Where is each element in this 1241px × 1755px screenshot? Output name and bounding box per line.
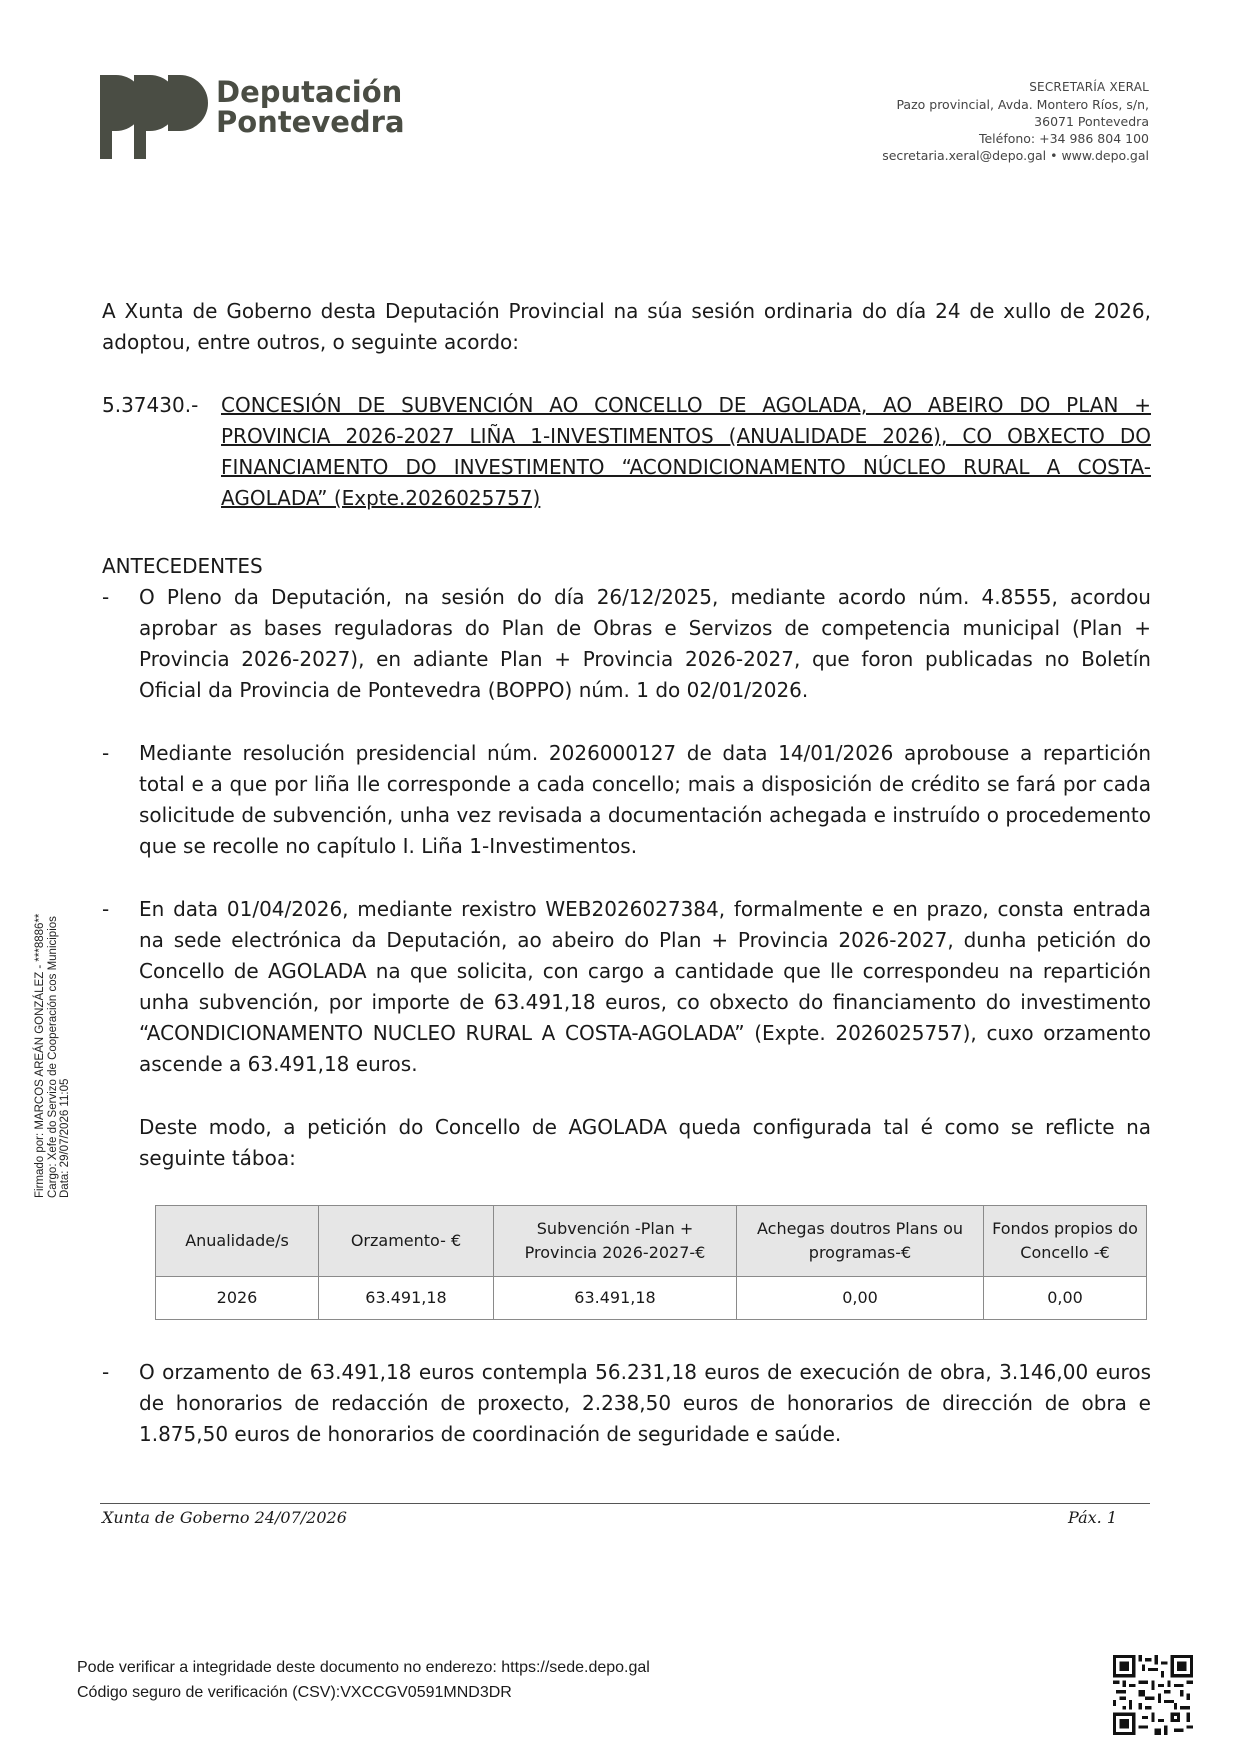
- column-header: Fondos propios do Concello -€: [984, 1206, 1147, 1277]
- footer-session: Xunta de Goberno 24/07/2026: [102, 1508, 347, 1527]
- table-row: [156, 1277, 1147, 1320]
- agreement: [102, 390, 1151, 514]
- bullet-dash: -: [102, 741, 110, 765]
- list-item-text: En data 01/04/2026, mediante rexistro WEB2026027384, formalmente e en prazo, consta entrada na sede electrónica da Deputación, ao abeiro do Plan + Provincia 2026-2027, dunha petición do Concello de AGOLADA na que solicita, con cargo a cantidade que lle correspondeu na repartición unha subvención, por importe de 63.491,18 euros, co obxecto do financiamento do investimento “ACONDICIONAMENTO NUCLEO RURAL A COSTA-AGOLADA” (Expte. 2026025757), cuxo orzamento ascende a 63.491,18 euros.: [139, 897, 1151, 1076]
- column-header: Achegas doutros Plans ou programas-€: [737, 1206, 984, 1277]
- list-item: [102, 582, 1151, 706]
- list-item-text: O Pleno da Deputación, na sesión do día 26/12/2025, mediante acordo núm. 4.8555, acordou aprobar as bases reguladoras do Plan de Obras e Servizos de competencia municipal (Plan + Provincia 2026-2027), en adiante Plan + Provincia 2026-2027, que foron publicadas no Boletín Oficial da Provincia de Pontevedra (BOPPO) núm. 1 do 02/01/2026.: [139, 585, 1151, 702]
- column-header: Orzamento- €: [319, 1206, 494, 1277]
- list-item-text: Mediante resolución presidencial núm. 2026000127 de data 14/01/2026 aprobouse a repartición total e a que por liña lle corresponde a cada concello; mais a disposición de crédito se fará por cada solicitude de subvención, unha vez revisada a documentación achegada e instruído o procedemento que se recolle no capítulo I. Liña 1-Investimentos.: [139, 741, 1151, 858]
- list-item: [102, 738, 1151, 862]
- verification-url: Pode verificar a integridade deste documento no enderezo: https://sede.depo.gal: [77, 1659, 650, 1676]
- logo-mark-icon: [98, 73, 208, 163]
- header-address: [882, 79, 1149, 164]
- table-header-row: [156, 1206, 1147, 1277]
- table-cell: 0,00: [984, 1277, 1147, 1320]
- list-item-text: O orzamento de 63.491,18 euros contempla 56.231,18 euros de execución de obra, 3.146,00 euros de honorarios de redacción de proxecto, 2.238,50 euros de honorarios de dirección de obra e 1.875,50 euros de honorarios de coordinación de seguridade e saúde.: [139, 1360, 1151, 1446]
- address-line: 36071 Pontevedra: [1034, 114, 1149, 129]
- table-cell: 0,00: [737, 1277, 984, 1320]
- agreement-title: CONCESIÓN DE SUBVENCIÓN AO CONCELLO DE AGOLADA, AO ABEIRO DO PLAN + PROVINCIA 2026-2027 LIÑA 1-INVESTIMENTOS (ANUALIDADE 2026), CO OBXECTO DO FINANCIAMENTO DO INVESTIMENTO “ACONDICIONAMENTO NÚCLEO RURAL A COSTA-AGOLADA” (Expte.2026025757): [221, 393, 1151, 510]
- column-header: Anualidade/s: [156, 1206, 319, 1277]
- bullet-dash: -: [102, 585, 110, 609]
- qr-code-icon: [1113, 1655, 1193, 1735]
- address-title: SECRETARÍA XERAL: [1029, 80, 1149, 94]
- org-name-line2: Pontevedra: [216, 105, 405, 139]
- verification-csv: Código seguro de verificación (CSV):VXCCGV0591MND3DR: [77, 1684, 512, 1701]
- address-line: Pazo provincial, Avda. Montero Ríos, s/n,: [896, 97, 1149, 112]
- bullet-dash: -: [102, 1360, 110, 1384]
- table-cell: 63.491,18: [319, 1277, 494, 1320]
- bullet-dash: -: [102, 897, 110, 921]
- column-header: Subvención -Plan + Provincia 2026-2027-€: [494, 1206, 737, 1277]
- stamp-signer: Firmado por: MARCOS AREÁN GONZÁLEZ - ***8886**: [34, 913, 46, 1198]
- list-item: [102, 894, 1151, 1080]
- table-cell: 63.491,18: [494, 1277, 737, 1320]
- org-name: [216, 77, 405, 137]
- page-number: Páx. 1: [1068, 1508, 1117, 1527]
- stamp-role: Cargo: Xefe do Servizo de Cooperación cos Municipios: [46, 916, 59, 1198]
- address-phone: Teléfono: +34 986 804 100: [978, 131, 1149, 146]
- budget-table: [155, 1205, 1147, 1320]
- list-item: [102, 1357, 1151, 1450]
- intro-paragraph: A Xunta de Goberno desta Deputación Provincial na súa sesión ordinaria do día 24 de xullo de 2026, adoptou, entre outros, o seguinte acordo:: [102, 299, 1151, 354]
- stamp-date: Data: 29/07/2026 11:05: [59, 1078, 71, 1198]
- table-cell: 2026: [156, 1277, 319, 1320]
- address-contact: secretaria.xeral@depo.gal • www.depo.gal: [882, 148, 1149, 163]
- footer-divider: [100, 1503, 1150, 1504]
- org-logo: [98, 73, 405, 163]
- verification-block: [77, 1655, 650, 1705]
- agreement-number: 5.37430.-: [102, 393, 199, 417]
- section-heading: ANTECEDENTES: [102, 554, 263, 578]
- table-intro: Deste modo, a petición do Concello de AGOLADA queda configurada tal é como se reflicte na seguinte táboa:: [139, 1115, 1151, 1170]
- org-name-line1: Deputación: [216, 75, 403, 109]
